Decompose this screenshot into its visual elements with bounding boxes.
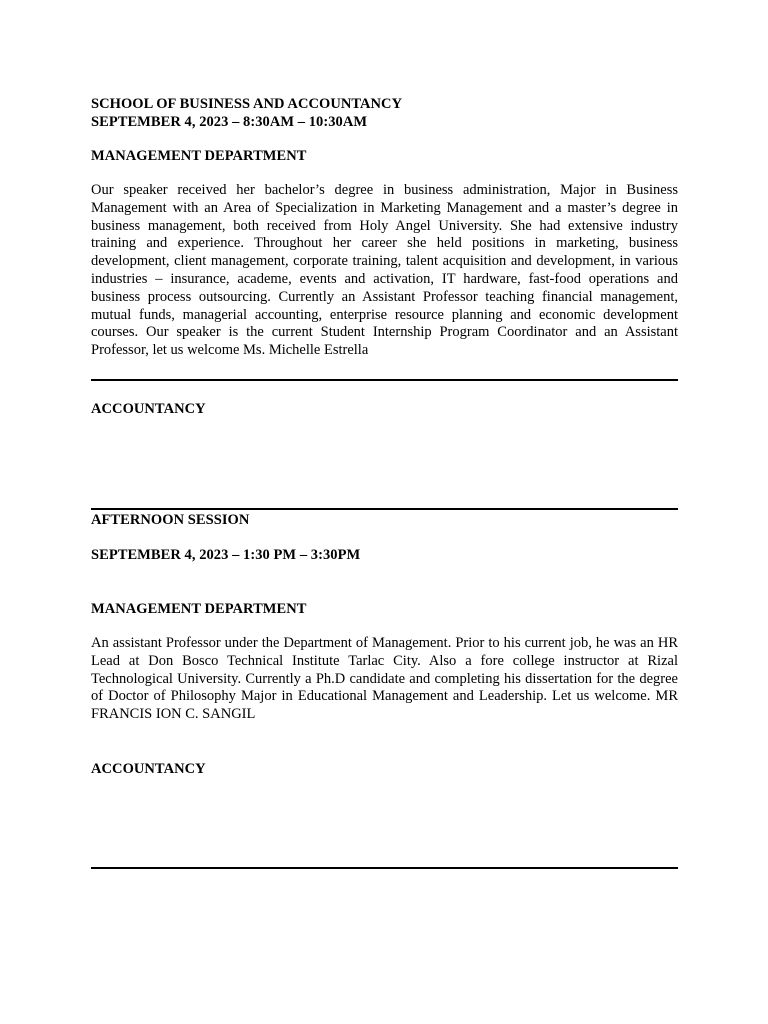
section-divider [91,379,678,381]
afternoon-management-section [91,600,678,618]
afternoon-accountancy-heading: ACCOUNTANCY [91,761,206,777]
morning-management-section [91,147,678,165]
morning-accountancy-section [91,400,678,418]
morning-accountancy-heading: ACCOUNTANCY [91,401,206,417]
afternoon-date-section [91,546,678,564]
morning-management-heading: MANAGEMENT DEPARTMENT [91,148,307,164]
afternoon-management-heading: MANAGEMENT DEPARTMENT [91,601,307,617]
afternoon-management-text: An assistant Professor under the Department of Management. Prior to his current job, he was an HR Lead at Don Bosco Technical Institute Tarlac City. Also a fore college instructor at Rizal Technological University. Currently a Ph.D candidate and completing his dissertation for the degree of Doctor of Philosophy Major in Educational Management and Leadership. Let us welcome. MR FRANCIS ION C. SANGIL [91,635,678,723]
morning-management-bio [91,182,678,360]
afternoon-session-heading: AFTERNOON SESSION [91,512,250,528]
section-divider [91,508,678,510]
afternoon-accountancy-section [91,760,678,778]
afternoon-date-time: SEPTEMBER 4, 2023 – 1:30 PM – 3:30PM [91,547,361,563]
afternoon-management-bio [91,635,678,724]
morning-management-text: Our speaker received her bachelor’s degree in business administration, Major in Business Management with an Area of Specialization in Marketing Management and a master’s degree in business management, both received from Holy Angel University. She had extensive industry training and experience. Throughout her career she held positions in marketing, business development, client management, corporate training, talent acquisition and development, in various industries – insurance, academe, events and activation, IT hardware, fast-food operations and business process outsourcing. Currently an Assistant Professor teaching financial management, mutual funds, managerial accounting, enterprise resource planning and economic development courses. Our speaker is the current Student Internship Program Coordinator and an Assistant Professor, let us welcome Ms. Michelle Estrella [91,182,678,359]
section-divider [91,867,678,869]
school-title: SCHOOL OF BUSINESS AND ACCOUNTANCY [91,96,403,112]
morning-date-time: SEPTEMBER 4, 2023 – 8:30AM – 10:30AM [91,114,368,130]
morning-header [91,95,678,131]
afternoon-header [91,511,678,529]
